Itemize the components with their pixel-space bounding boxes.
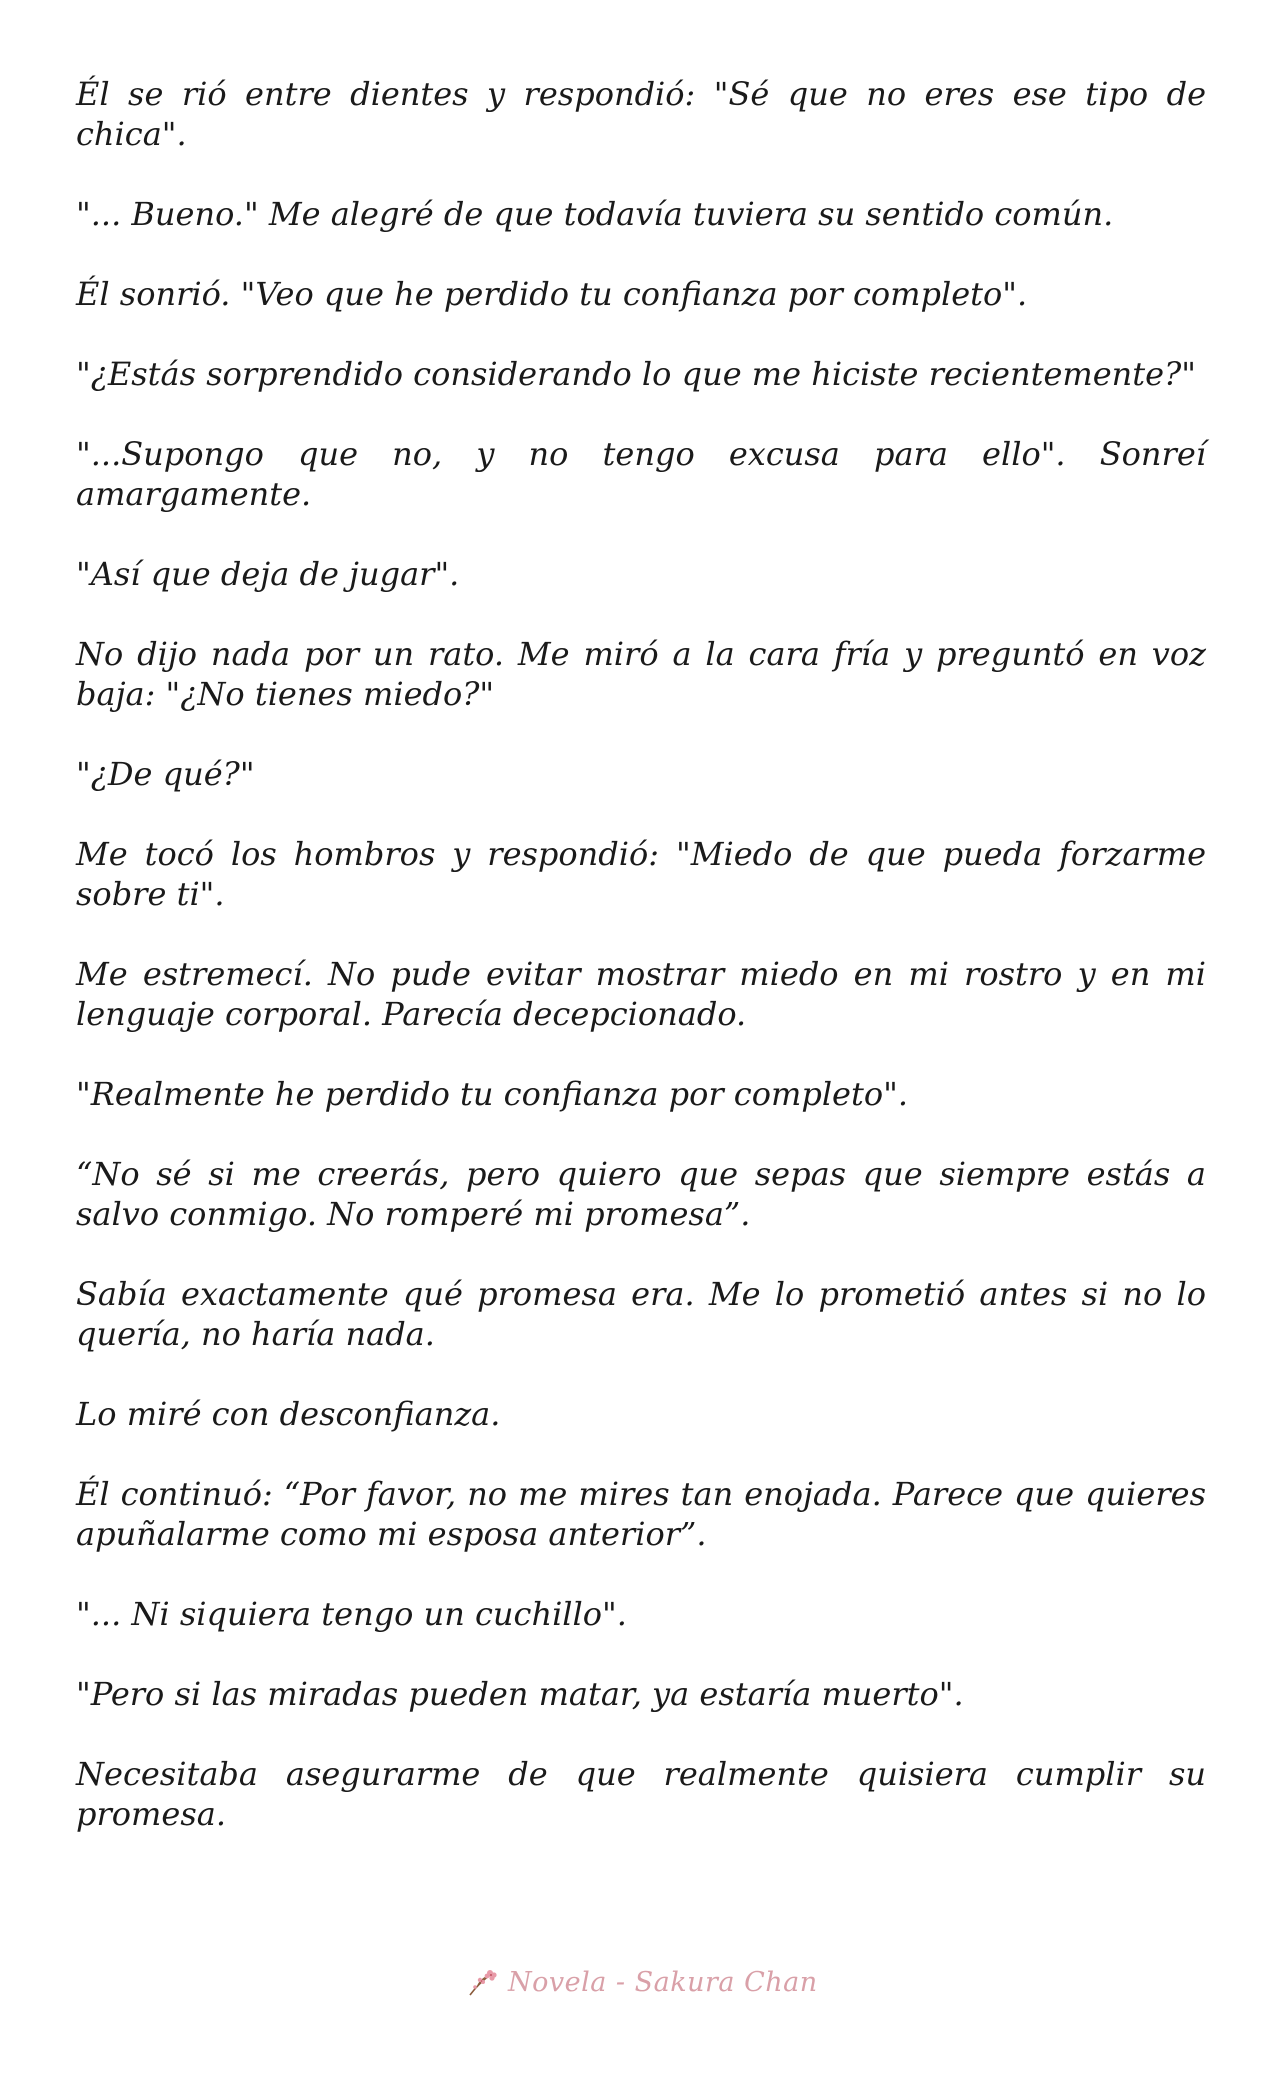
paragraph: Sabía exactamente qué promesa era. Me lo prometió antes si no lo quería, no haría nada. [76,1275,1206,1353]
paragraph: "Así que deja de jugar". [76,555,460,593]
paragraph: Él sonrió. "Veo que he perdido tu confianza por completo". [76,275,1028,313]
paragraph: No dijo nada por un rato. Me miró a la cara fría y preguntó en voz baja: "¿No tienes miedo?" [76,635,1206,713]
paragraph: Él continuó: “Por favor, no me mires tan enojada. Parece que quieres apuñalarme como mi esposa anterior”. [76,1475,1206,1553]
paragraph: "Realmente he perdido tu confianza por completo". [76,1075,908,1113]
paragraph: “No sé si me creerás, pero quiero que sepas que siempre estás a salvo conmigo. No romperé mi promesa”. [76,1155,1206,1233]
watermark-text: Novela - Sakura Chan [508,1966,818,1998]
paragraph: "... Bueno." Me alegré de que todavía tuviera su sentido común. [76,195,1114,233]
paragraph: "...Supongo que no, y no tengo excusa para ello". Sonreí amargamente. [76,435,1206,513]
paragraph: "¿De qué?" [76,755,255,793]
paragraph: Me tocó los hombros y respondió: "Miedo de que pueda forzarme sobre ti". [76,835,1206,913]
paragraph: "¿Estás sorprendido considerando lo que me hiciste recientemente?" [76,355,1196,393]
paragraph: "... Ni siquiera tengo un cuchillo". [76,1595,627,1633]
paragraph: "Pero si las miradas pueden matar, ya estaría muerto". [76,1675,964,1713]
paragraph: Necesitaba asegurarme de que realmente quisiera cumplir su promesa. [76,1755,1206,1833]
document-body [76,74,1206,1874]
sakura-blossom-icon [466,1965,500,1999]
paragraph: Lo miré con desconfianza. [76,1395,501,1433]
watermark [466,1962,826,2002]
paragraph: Me estremecí. No pude evitar mostrar miedo en mi rostro y en mi lenguaje corporal. Parecía decepcionado. [76,955,1206,1033]
paragraph: Él se rió entre dientes y respondió: "Sé que no eres ese tipo de chica". [76,75,1206,153]
